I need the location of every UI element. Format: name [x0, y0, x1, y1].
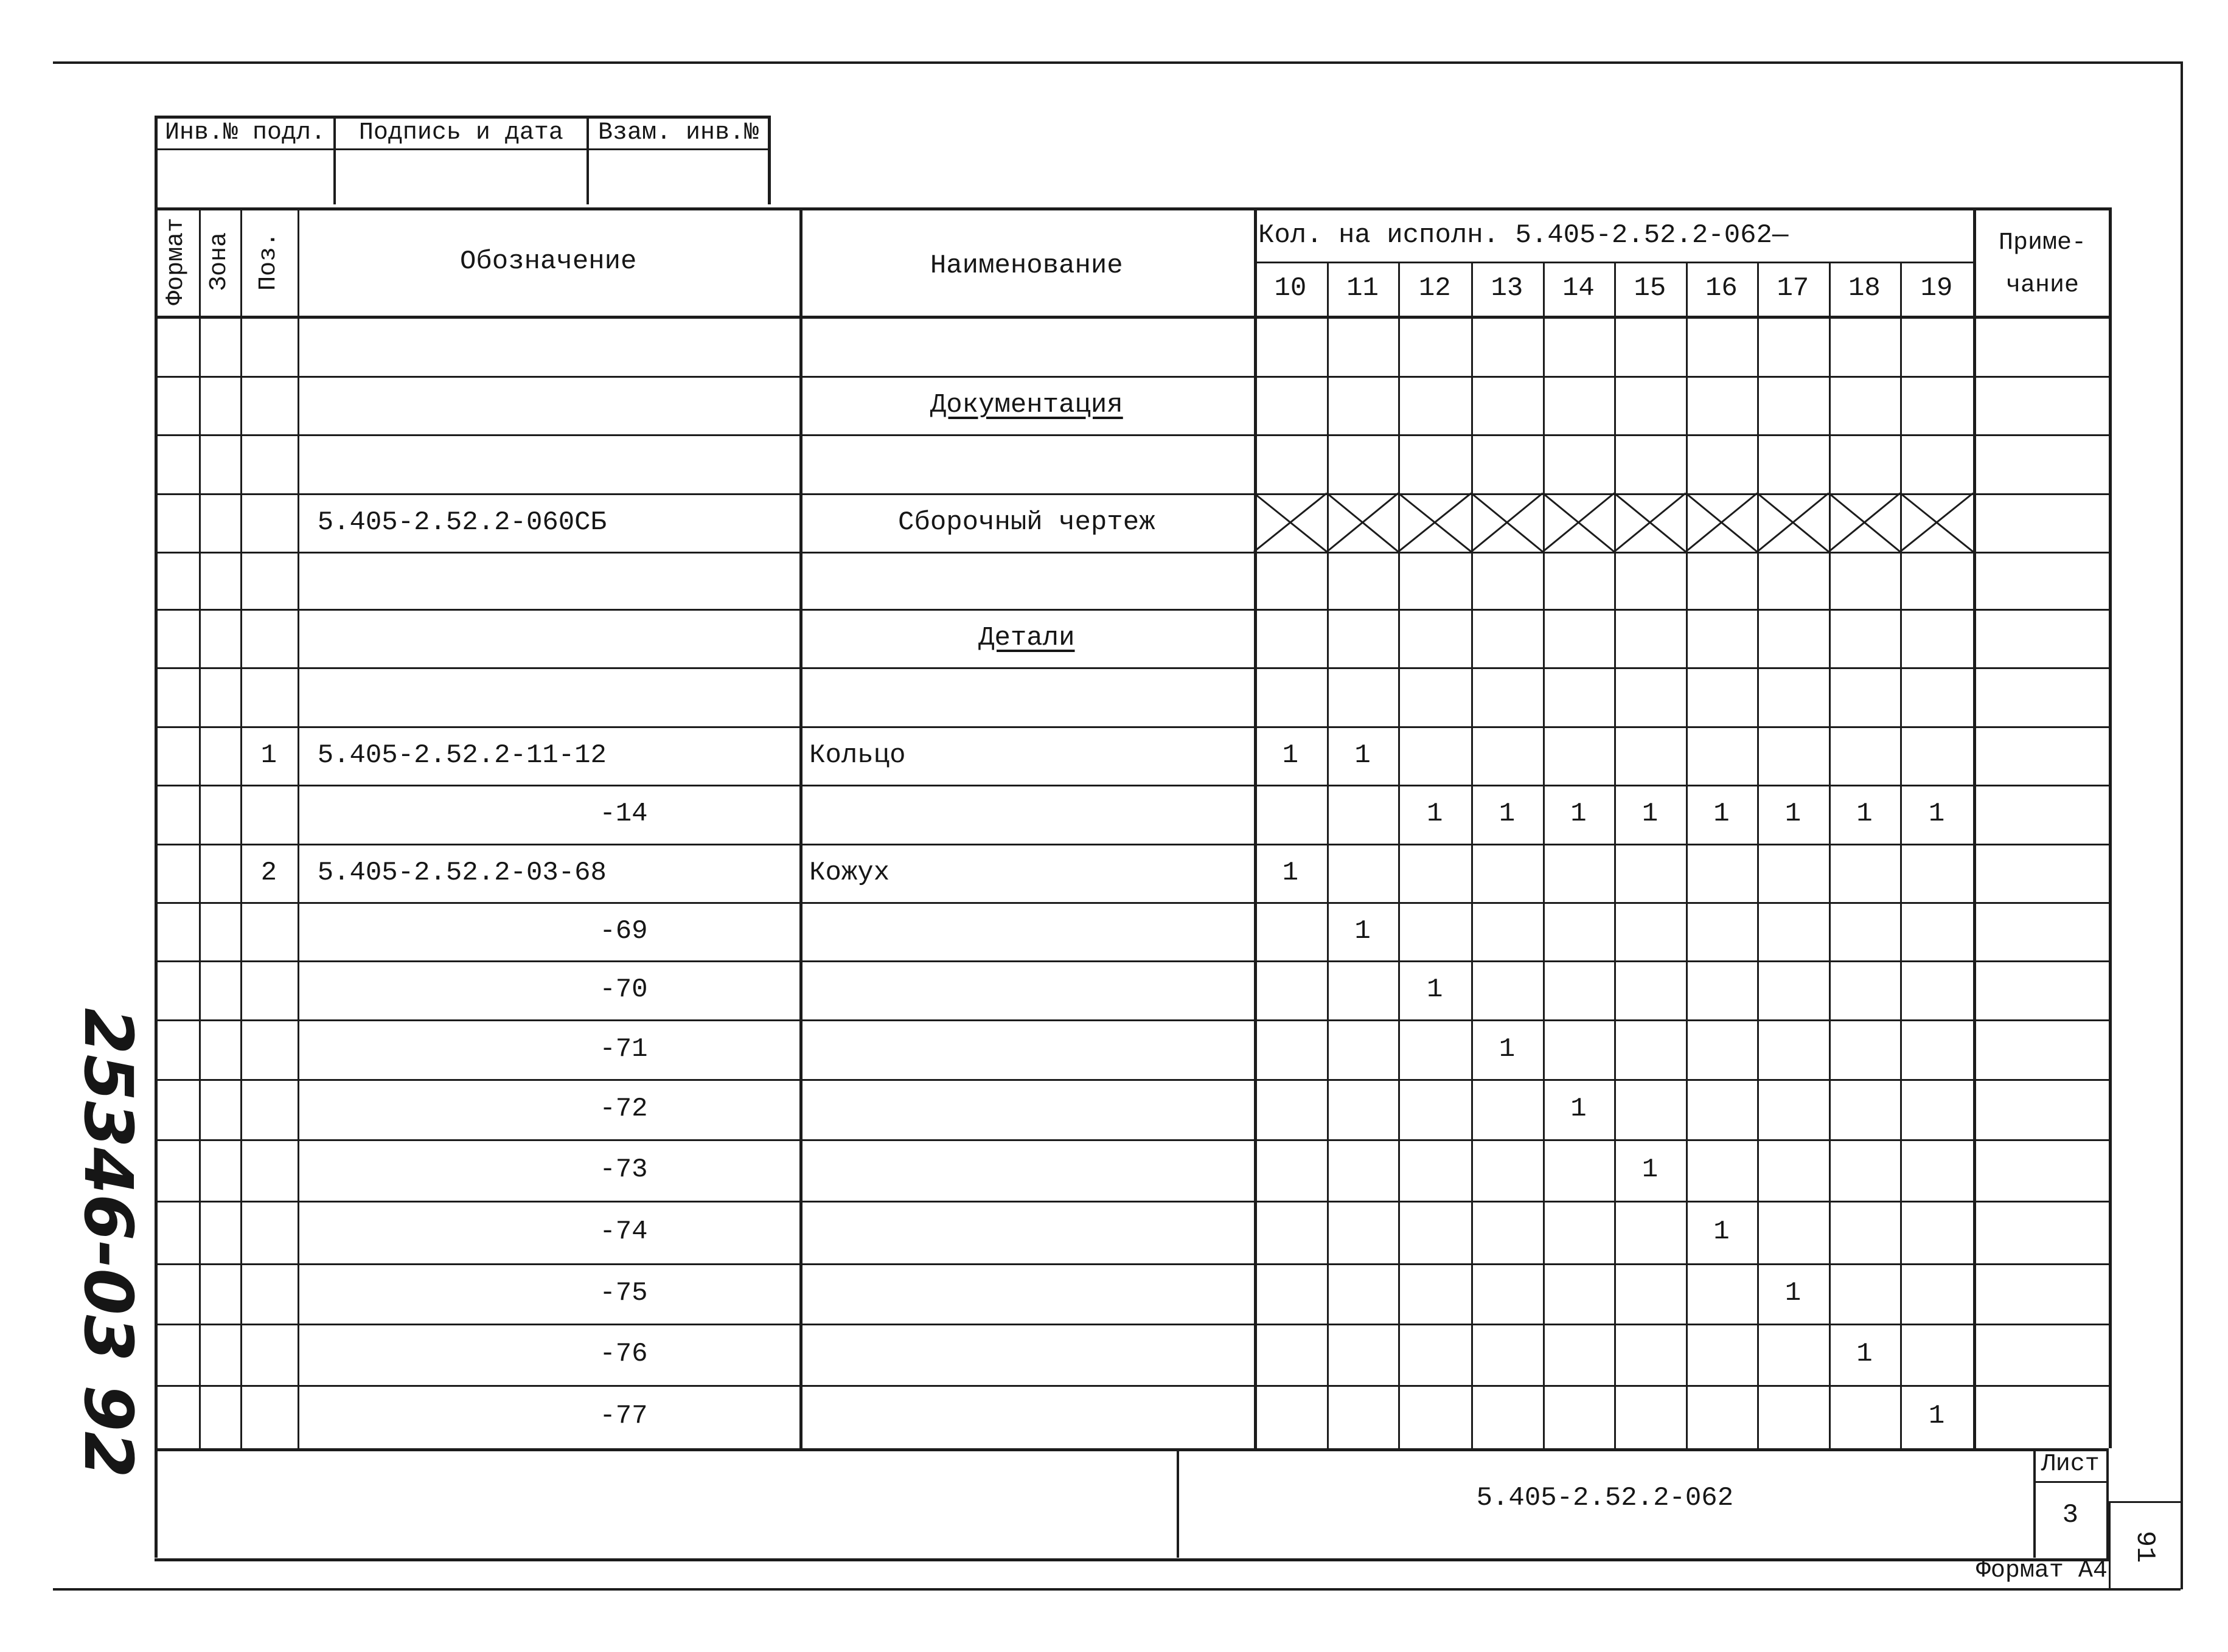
row-naimenovanie: Сборочный чертеж	[898, 507, 1155, 538]
qty-cell: 1	[1570, 799, 1587, 830]
header-poz: Поз.	[254, 232, 282, 291]
stamp-vzam-label: Взам. инв.№	[598, 119, 759, 147]
row-naimenovanie: Документация	[930, 390, 1123, 421]
row-oboznachenie: -72	[599, 1094, 648, 1125]
qty-cell: 1	[1713, 1216, 1730, 1247]
footer-list-number: 3	[2062, 1500, 2078, 1530]
header-primechanie-1: Приме-	[1998, 229, 2086, 257]
variant-header-11: 11	[1346, 273, 1379, 304]
row-oboznachenie: -74	[599, 1216, 648, 1247]
variant-header-16: 16	[1705, 273, 1738, 304]
footer-top-line	[155, 1448, 2109, 1451]
qty-cell: 1	[1641, 1154, 1659, 1185]
header-oboznachenie: Обозначение	[459, 246, 637, 277]
qty-cell: 1	[1282, 857, 1299, 888]
row-oboznachenie: -70	[599, 974, 648, 1005]
variant-header-15: 15	[1634, 273, 1666, 304]
header-primechanie-2: чание	[2005, 272, 2079, 299]
qty-cell: 1	[1499, 1033, 1516, 1064]
variant-header-19: 19	[1920, 273, 1953, 304]
qty-cell: 1	[1427, 974, 1443, 1005]
header-format: Формат	[162, 218, 190, 306]
variant-header-14: 14	[1562, 273, 1595, 304]
variant-header-13: 13	[1491, 273, 1523, 304]
row-oboznachenie: -77	[599, 1401, 648, 1432]
row-oboznachenie: -71	[599, 1033, 648, 1064]
variant-header-12: 12	[1418, 273, 1451, 304]
stamp-podpis-label: Подпись и дата	[358, 119, 563, 147]
header-naimenovanie: Наименование	[930, 250, 1123, 281]
page-number-rotated: 91	[2129, 1530, 2160, 1563]
footer-format-label: Формат А4	[1976, 1557, 2108, 1584]
row-oboznachenie: 5.405-2.52.2-11-12	[317, 740, 607, 771]
row-oboznachenie: 5.405-2.52.2-060СБ	[317, 507, 607, 538]
qty-cell: 1	[1856, 1339, 1873, 1370]
footer-designation: 5.405-2.52.2-062	[1476, 1482, 1734, 1513]
stamp-inv-podl-label: Инв.№ подл.	[165, 119, 326, 147]
qty-cell: 1	[1427, 799, 1443, 830]
footer-list-label: Лист	[2041, 1450, 2100, 1478]
qty-cell: 1	[1784, 799, 1802, 830]
row-poz: 1	[260, 740, 277, 771]
qty-cell: 1	[1713, 799, 1730, 830]
row-naimenovanie: Детали	[978, 623, 1075, 654]
qty-cell: 1	[1928, 1401, 1945, 1432]
qty-cell: 1	[1784, 1278, 1802, 1309]
variant-header-10: 10	[1274, 273, 1307, 304]
qty-cell: 1	[1928, 799, 1945, 830]
row-naimenovanie: Кожух	[809, 857, 890, 888]
variant-header-18: 18	[1848, 273, 1881, 304]
row-poz: 2	[260, 857, 277, 888]
row-oboznachenie: -75	[599, 1278, 648, 1309]
page-number-box-left	[2109, 1501, 2111, 1588]
row-oboznachenie: -69	[599, 915, 648, 946]
qty-cell: 1	[1570, 1094, 1587, 1125]
qty-cell: 1	[1282, 740, 1299, 771]
header-kol-na-ispoln: Кол. на исполн. 5.405-2.52.2-062—	[1258, 220, 1789, 251]
row-oboznachenie: -76	[599, 1339, 648, 1370]
qty-cell: 1	[1354, 740, 1371, 771]
header-zona: Зона	[205, 232, 233, 291]
row-oboznachenie: -14	[599, 799, 648, 830]
page-number-box-top	[2109, 1501, 2181, 1503]
row-naimenovanie: Кольцо	[809, 740, 906, 771]
list-box-split	[2033, 1481, 2109, 1483]
footer-bottom-line	[155, 1558, 2109, 1561]
row-oboznachenie: -73	[599, 1154, 648, 1185]
handwritten-margin-note: 25346-03 92	[69, 1007, 148, 1478]
variant-header-17: 17	[1777, 273, 1809, 304]
row-oboznachenie: 5.405-2.52.2-03-68	[317, 857, 607, 888]
qty-cell: 1	[1641, 799, 1659, 830]
qty-cell: 1	[1856, 799, 1873, 830]
qty-cell: 1	[1499, 799, 1516, 830]
qty-cell: 1	[1354, 915, 1371, 946]
